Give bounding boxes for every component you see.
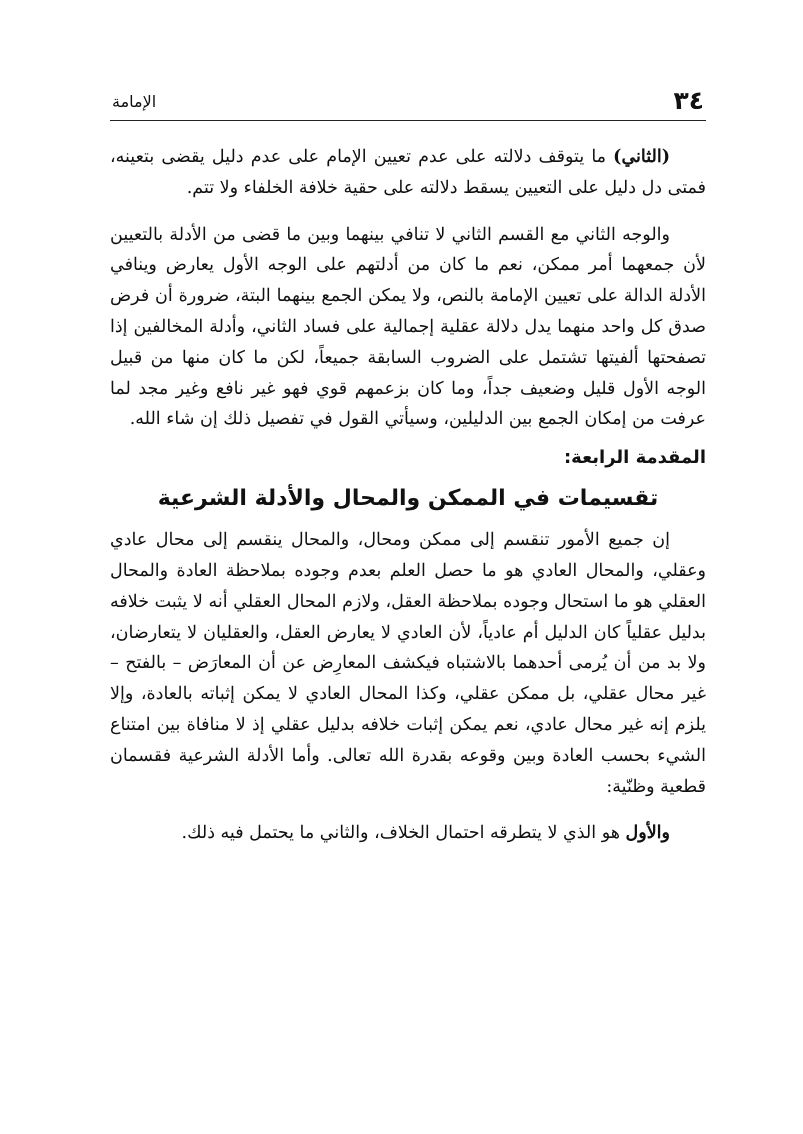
paragraph-4-lead: والأول xyxy=(625,823,670,844)
page-header xyxy=(110,84,706,121)
paragraph-1-lead: (الثاني) xyxy=(613,147,670,167)
page-number: ٣٤ xyxy=(673,86,704,115)
paragraph-4-text: هو الذي لا يتطرقه احتمال الخلاف، والثاني ما يحتمل فيه ذلك. xyxy=(181,823,626,844)
page-body xyxy=(110,142,706,849)
paragraph-1 xyxy=(110,142,706,204)
paragraph-1-text: ما يتوقف دلالته على عدم تعيين الإمام على عدم دليل يقضى بتعينه، فمتى دل دليل على التعيين يسقط دلالته على حقية خلافة الخلفاء ولا تتم. xyxy=(110,147,706,198)
book-page xyxy=(110,0,706,1134)
section-heading: تقسيمات في الممكن والمحال والأدلة الشرعية xyxy=(157,486,659,512)
paragraph-4 xyxy=(110,818,706,849)
subheading: المقدمة الرابعة: xyxy=(563,447,706,469)
paragraph-3: إن جميع الأمور تنقسم إلى ممكن ومحال، والمحال ينقسم إلى محال عادي وعقلي، والمحال العادي هو ما حصل العلم بعدم وجوده بملاحظة العادة والمحال العقلي هو ما استحال وجوده بملاحظة العقل، ولازم المحال العقلي أنه لا يثبت خلافه بدليل عقلياً كان الدليل أم عادياً، لأن العادي لا يعارض العقل، والعقليان لا يتعارضان، ولا بد من أن يُرمى أحدهما بالاشتباه فيكشف المعارِض عن أن المعارَض – بالفتح – غير محال عقلي، بل ممكن عقلي، وكذا المحال العادي لا يمكن إثباته بالعادة، وإلا يلزم إنه غير محال عادي، نعم يمكن إثبات خلافه بدليل عقلي إذ لا منافاة بين امتناع الشيء بحسب العادة وبين وقوعه بقدرة الله تعالى. وأما الأدلة الشرعية فقسمان قطعية وظنّية: xyxy=(110,530,706,797)
paragraph-2: والوجه الثاني مع القسم الثاني لا تنافي بينهما وبين ما قضى من الأدلة بالتعيين لأن جمعهما أمر ممكن، نعم ما كان من أدلتهم على الوجه الأول يعارض وينافي الأدلة الدالة على تعيين الإمامة بالنص، ولا يمكن الجمع بينهما البتة، ضرورة أن فرض صدق كل واحد منهما يدل دلالة عقلية إجمالية على فساد الثاني، وأدلة المخالفين إذا تصفحتها ألفيتها تشتمل على الضروب السابقة جميعاً، لكن ما كان منها من قبيل الوجه الأول قليل وضعيف جداً، وما كان بزعمهم قوي فهو غير نافع وغير مجد لما عرفت من إمكان الجمع بين الدليلين، وسيأتي القول في تفصيل ذلك إن شاء الله. xyxy=(110,224,706,430)
running-title: الإمامة xyxy=(112,92,157,111)
